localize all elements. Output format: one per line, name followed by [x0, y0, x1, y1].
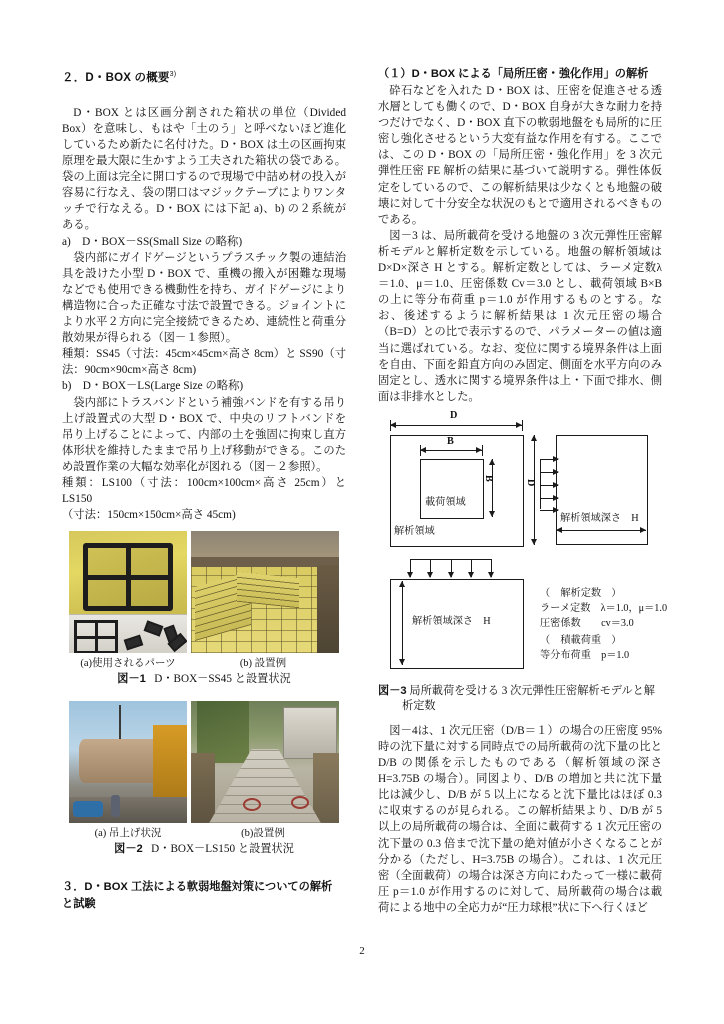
load-arrow: [471, 559, 472, 577]
figure-2-sub-b: (b)設置例: [241, 828, 285, 840]
figure-3-caption: [378, 684, 662, 715]
dim-depth-H-right: [556, 530, 646, 531]
figure-1-caption-text: D・BOX－SS45 と設置状況: [154, 673, 291, 686]
dim-D-side: [534, 435, 535, 545]
figure-2-sub-a: (a) 吊上げ状況: [94, 828, 162, 840]
photo-roadside-left: [191, 753, 215, 823]
section-heading-2: [62, 66, 346, 87]
item-b-label: b) D・BOX－LS(Large Size の略称): [62, 380, 244, 393]
page-number: 2: [359, 945, 365, 957]
label-depth-H-front: 解析領域深さ H: [412, 615, 491, 627]
plan-load-area: [420, 459, 484, 519]
right-column: [378, 66, 668, 916]
analysis-constants-block: [540, 586, 667, 631]
figure-2-subcaptions: [69, 827, 339, 841]
section-heading-2-footnote: 3): [169, 71, 177, 78]
left-paragraph-2: 袋内部にガイドゲージというプラスチック製の連結治具を設けた小型 D・BOX で、重機の搬入が困難な現場などでも使用できる機動性を持ち、ガイドゲージにより構造物に合った正確な寸法で設置できる。ジョイントにより水平２方向に完全接続できるため、連続性と荷重分散効果が得られる（図－１参照）。: [62, 251, 346, 345]
figure-3-caption-line2: 析定数: [402, 700, 436, 713]
load-title: （ 積載荷重 ）: [540, 634, 622, 646]
pressure-arrow: [540, 459, 558, 460]
figure-1-sub-a: (a)使用されるパーツ: [80, 658, 176, 670]
figure-1-sub-b: (b) 設置例: [239, 658, 287, 670]
photo-vehicle: [73, 801, 103, 817]
subsection-heading-1: （１）D・BOX による「局所圧密・強化作用」の解析: [378, 68, 649, 80]
pressure-arrow: [540, 485, 558, 486]
side-pressure-spine: [540, 459, 541, 509]
pressure-arrow: [540, 510, 558, 511]
dim-D-top: [390, 425, 522, 426]
figure-3-caption-line1: 局所載荷を受ける 3 次元弾性圧密解析モデルと解: [409, 684, 655, 697]
photo-worker: [111, 795, 120, 817]
label-analysis-area: 解析領域: [394, 525, 435, 537]
dim-tick: [522, 420, 523, 431]
label-B-top: B: [447, 435, 454, 447]
side-elevation-box: [556, 435, 648, 545]
figure-1: [62, 531, 346, 687]
constants-title: （ 解析定数 ）: [540, 587, 622, 599]
figure-1-caption-number: 図－1: [117, 673, 146, 686]
label-B-side: B: [483, 474, 494, 482]
left-paragraph-3: 袋内部にトラスバンドという補強バンドを有する吊り上げ設置式の大型 D・BOX で、中央のリフトバンドを吊り上げることによって、内部の土を強固に拘束し直方体形状を維持したままで吊り上げ移動ができる。このため設置作業の大幅な効率化が図れる（図－２参照）。: [62, 396, 346, 473]
section-heading-3-line1: ３．D・BOX 工法による軟弱地盤対策についての解析: [62, 881, 333, 894]
figure-2-caption: [62, 842, 346, 857]
photo-soil-edge: [317, 565, 339, 653]
figure-3-caption-number: 図－3: [378, 684, 407, 697]
constants-cv: 圧密係数 cv＝3.0: [540, 617, 634, 629]
guide-gauge-frame: [83, 543, 173, 611]
joint-clip: [124, 635, 144, 651]
figure-1-subcaptions: [69, 657, 339, 671]
left-column: [62, 66, 346, 913]
joint-clip: [144, 621, 164, 637]
photo-building: [283, 707, 337, 759]
dim-B-top: [420, 450, 482, 451]
spec-ls-line2: （寸法：150cm×150cm×高さ 45cm): [62, 509, 236, 522]
figure-2-caption-text: D・BOX－LS150 と設置状況: [151, 843, 294, 856]
figure-3-diagram: [378, 409, 668, 676]
load-arrow: [491, 559, 492, 577]
photo-roadside-right: [313, 753, 339, 823]
figure-1-caption: [62, 672, 346, 687]
figure-2-photos: [69, 701, 339, 823]
figure-1-photos: [69, 531, 339, 653]
label-load-area: 載荷領域: [425, 496, 466, 508]
load-constants-block: [540, 633, 629, 663]
parts-strip: [69, 614, 187, 653]
constants-lame: ラーメ定数 λ＝1.0，μ＝1.0: [540, 602, 668, 614]
figure-2-caption-number: 図－2: [114, 843, 143, 856]
dim-tick: [482, 445, 483, 456]
photo-dbox-ss-installation: [191, 531, 339, 653]
label-depth-H-right: 解析領域深さ H: [560, 512, 639, 524]
load-p: 等分布荷重 p＝1.0: [540, 649, 630, 661]
section-heading-3-line2: と試験: [62, 898, 96, 911]
load-arrow: [451, 559, 452, 577]
label-D-top: D: [450, 409, 458, 421]
spec-ss: 種類：SS45（寸法：45cm×45cm×高さ 8cm）と SS90（寸法：90cm×90cm×高さ 8cm): [62, 348, 346, 377]
load-arrow: [410, 559, 411, 577]
photo-crane-cable: [119, 705, 121, 741]
dim-B-side: [492, 459, 493, 517]
figure-2: [62, 701, 346, 857]
right-paragraph-3: 図－4は、1 次元圧密（D/B＝１）の場合の圧密度 95%時の沈下量に対する同時点での局所載荷の沈下量の比と D/B の関係を示したものである（解析領域の深さ H=3.75B の場合）。同図より、D/B の増加と共に沈下量比は減少し、D/B が 5 以上になると沈下量比はほぼ 0.3 に収束するのが見られる。この解析結果より、D/B が 5 以上の局所載荷の場合は、全面に載荷する 1 次元圧密の沈下量の 0.3 倍まで沈下量の絶対値が小さくなることが分かる（ただし、H=3.75B の場合）。これは、1 次元圧密（全面載荷）の場合は深さ方向にわたって一様に載荷圧 p＝1.0 が作用するのに対して、局所載荷の場合は載荷による地中の全応力が“圧力球根”状に下へ行くほど: [378, 724, 662, 914]
load-arrow: [430, 559, 431, 577]
pressure-arrow: [540, 498, 558, 499]
photo-dbox-lifting: [69, 701, 187, 823]
dim-tick: [390, 420, 391, 431]
photo-dbox-ls-installation: [191, 701, 339, 823]
right-paragraph-2: 図－3 は、局所載荷を受ける地盤の 3 次元弾性圧密解析モデルと解析定数を示している。地盤の解析領域は D×D×深さ H とする。解析定数としては、ラーメ定数λ＝1.0、μ＝1.0、圧密係数 Cv＝3.0 とし、載荷領域 B×B の上に等分布荷重 p＝1.0 が作用するものとする。なお、後述するように解析結果は 1 次元圧密の場合（B=D）との比で表示するので、パラメーターの値は適当に選ばれている。なお、変位に関する境界条件は上面を自由、下面を鉛直方向のみ固定、側面を水平方向のみ固定とし、透水に関する境界条件は上・下面で排水、側面は非排水とした。: [378, 229, 662, 403]
right-paragraph-1: 砕石などを入れた D・BOX は、圧密を促進させる透水層としても働くので、D・BOX 自身が大きな耐力を持つだけでなく、D・BOX 直下の軟弱地盤をも局所的に圧密し強化させるという大変有益な作用を有する。ここでは、この D・BOX の「局所圧密・強化作用」を 3 次元弾性圧密 FE 解析の結果に基づいて説明する。弾性体仮定をしているので、この解析結果は少なくとも地盤の破壊に対して十分安全な状況のもとで適用されるべきものである。: [378, 85, 662, 226]
section-heading-2-text: ２．D・BOX の概要: [62, 71, 170, 84]
item-a-label: a) D・BOX－SS(Small Size の略称): [62, 235, 243, 248]
dim-depth-H-front: [402, 581, 403, 665]
photo-dbox-parts: [69, 531, 187, 653]
spec-ls-line1: 種類：LS100（寸法：100cm×100cm×高さ 25cm）と LS150: [62, 476, 346, 506]
left-paragraph-1: D・BOX とは区画分割された箱状の単位（Divided Box）を意味し、もはや「土のう」と呼べないほど進化しているため新たに名付けた。D・BOX は土の区画拘束原理を最大限に生かすよう工夫された箱状の袋である。袋の上面は完全に開口するので現場で中詰め材の投入が容易に行なえ、袋の閉口はマジックテープによりワンタッチで行なえる。D・BOX には下記 a)、b) の２系統がある。: [62, 106, 346, 232]
guide-gauge-mini: [74, 620, 118, 653]
pressure-arrow: [540, 472, 558, 473]
dim-tick: [420, 445, 421, 456]
label-D-side: D: [525, 478, 536, 487]
